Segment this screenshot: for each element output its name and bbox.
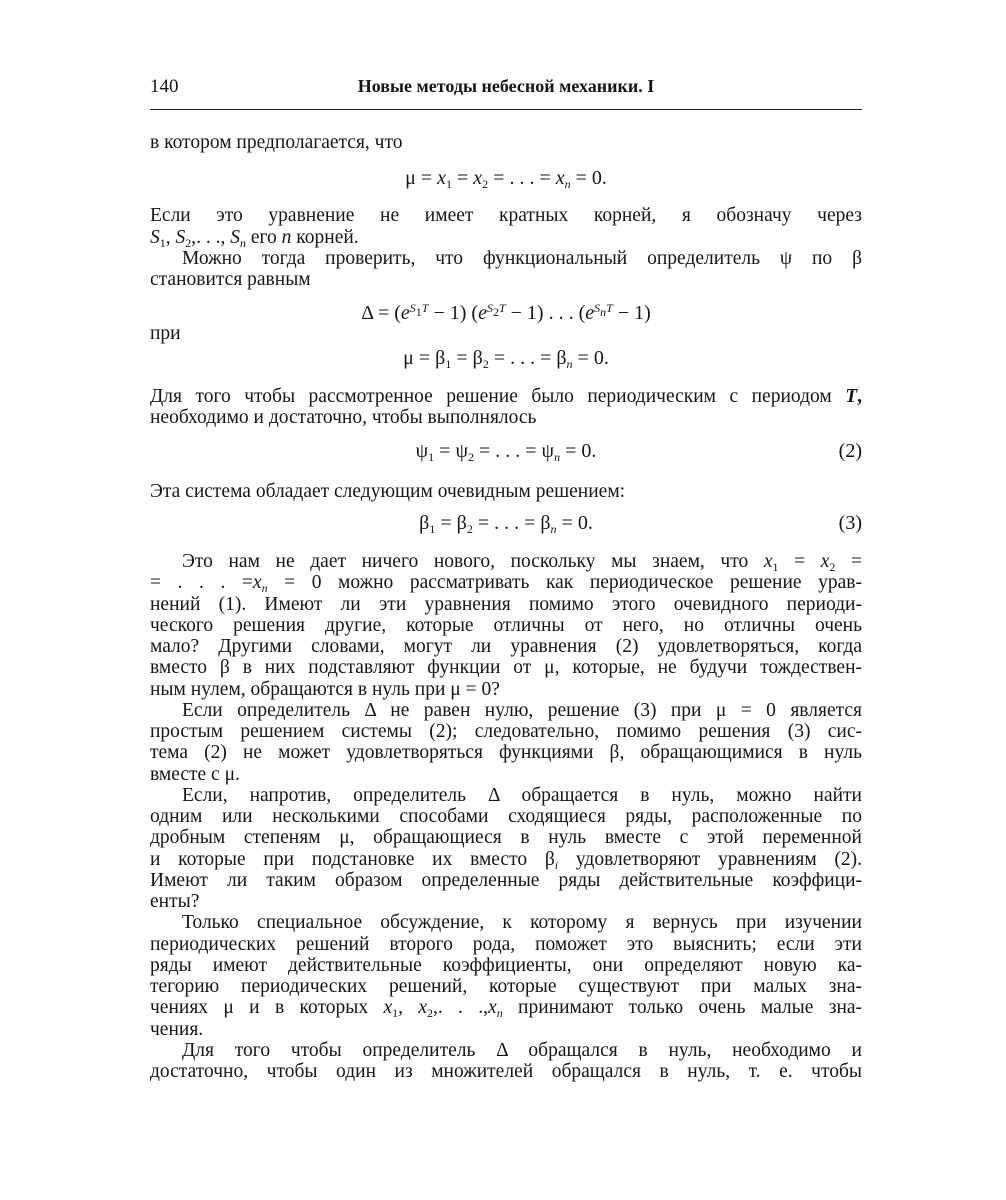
equation-number: (2)	[838, 440, 862, 462]
period-symbol: T	[845, 386, 858, 407]
text-line: Если определитель Δ не равен нулю, решение (3) при μ = 0 является	[182, 700, 862, 721]
text-line: одним или несколькими способами сходящиеся ряды, расположенные по	[150, 806, 862, 827]
text-fragment: Для того чтобы рассмотренное решение было периодическим с периодом	[150, 386, 832, 407]
text-line: ряды имеют действительные коэффициенты, они определяют новую ка-	[150, 955, 862, 976]
text-line: енты?	[150, 891, 200, 912]
text-line: чения.	[150, 1019, 204, 1040]
text-line: достаточно, чтобы один из множителей обращался в нуль, т. е. чтобы	[150, 1061, 862, 1082]
text-fragment: удовлетворяют уравнениям (2).	[575, 849, 863, 870]
text-line: Эта система обладает следующим очевидным решением:	[150, 481, 626, 502]
text-line: ческого решения другие, которые отличны от него, но отличны очень	[150, 615, 862, 636]
text-line: $S_1$, $S_2$,. . ., $S_n$ его n корней.	[150, 227, 359, 250]
header-rule	[150, 109, 862, 110]
text-line: Для того чтобы определитель Δ обращался в нуль, необходимо и	[182, 1040, 862, 1061]
text-line: чениях μ и в которых $x_1$, $x_2$,. . $.,x_n$ принимают только очень малые зна-	[150, 997, 863, 1020]
running-header	[150, 76, 862, 102]
text-fragment: можно рассматривать как периодическое решение урав-	[338, 572, 862, 593]
text-line: Имеют ли таким образом определенные ряды действительные коэффици-	[150, 870, 862, 891]
running-title: Новые методы небесной механики. I	[357, 76, 655, 96]
text-line: и которые при подстановке их вместо $\beta_i$ удовлетворяют уравнениям (2).	[150, 849, 863, 872]
text-line: Если это уравнение не имеет кратных корней, я обозначу через	[150, 205, 862, 226]
text-line: вместе с μ.	[150, 764, 240, 785]
text-line: при	[150, 323, 181, 344]
text-line: становится равным	[150, 269, 311, 290]
text-line: Можно тогда проверить, что функциональный определитель ψ по β	[182, 248, 862, 269]
text-line: Если, напротив, определитель Δ обращается в нуль, можно найти	[182, 785, 862, 806]
text-line: нений (1). Имеют ли эти уравнения помимо этого очевидного периоди-	[150, 594, 862, 615]
text-line: тегорию периодических решений, которые существуют при малых зна-	[150, 976, 862, 997]
text-line: Это нам не дает ничего нового, поскольку мы знаем, что $x_1 = x_2$ =	[182, 551, 863, 574]
text-line: в котором предполагается, что	[150, 132, 403, 153]
text-line: периодических решений второго рода, поможет это выяснить; если эти	[150, 934, 862, 955]
text-line: Только специальное обсуждение, к которому я вернусь при изучении	[182, 912, 862, 933]
text-fragment: корней.	[296, 227, 359, 248]
text-line: = . . . $=x_n = 0$ можно рассматривать как периодическое решение урав-	[150, 572, 862, 595]
text-line: вместо β в них подставляют функции от μ, которые, не будучи тождествен-	[150, 657, 862, 678]
text-line: Для того чтобы рассмотренное решение было периодическим с периодом T,	[150, 386, 863, 407]
text-line: дробным степеням μ, обращающиеся в нуль вместе с этой переменной	[150, 827, 862, 848]
text-line: тема (2) не может удовлетворяться функциями β, обращающимися в нуль	[150, 742, 862, 763]
book-page: 140 Новые методы небесной механики. I в котором предполагается, что $\mu = x_1 = x_2$ = . . . = $x_n = 0$. Если это уравнение не имеет кратных корней, я обозначу через $S_1$, $S_2$,. . ., $S_n$ его n корней. Можно тогда проверить, что функциональный определитель ψ по β становится равным $\Delta = (e^{S_1T} - 1) (e^{S_2T} - 1)$ . . . $(e^{S_nT} - 1)$ при $\mu = \beta_1 = \beta_2$ = . . . = $\beta_n = 0$. Для того чтобы рассмотренное решение было периодическим с периодом T, необходимо и достаточно, чтобы выполнялось $\psi_1 = \psi_2$ = . . . = $\psi_n = 0$. (2) Эта система обладает следующим очевидным решением: $\beta_1 = \beta_2$ = . . . = $\beta_n = 0$. (3) Это нам не дает ничего нового, поскольку мы знаем, что $x_1 = x_2$ = = . . . $=x_n = 0$ можно рассматривать как периодическое решение урав- нений (1). Имеют ли эти уравнения помимо этого очевидного периоди- ческого решения другие, которые отличны от него, но отличны очень мало? Другими словами, могут ли уравнения (2) удовлетворяться, когда вместо β в них подставляют функции от μ, которые, не будучи тождествен- ным нулем, обращаются в нуль при μ = 0? Если определитель Δ не равен нулю, решение (3) при μ = 0 является простым решением системы (2); следовательно, помимо решения (3) сис- тема (2) не может удовлетворяться функциями β, обращающимися в нуль вместе с μ. Если, напротив, определитель Δ обращается в нуль, можно найти одним или несколькими способами сходящиеся ряды, расположенные по дробным степеням μ, обращающиеся в нуль вместе с этой переменной и которые при подстановке их вместо $\beta_i$ удовлетворяют уравнениям (2). Имеют ли таким образом определенные ряды действительные коэффици- енты? Только специальное обсуждение, к которому я вернусь при изучении периодических решений второго рода, поможет это выяснить; если эти ряды имеют действительные коэффициенты, они определяют новую ка- тегорию периодических решений, которые существуют при малых зна- чениях μ и в которых $x_1$, $x_2$,. . $.,x_n$ принимают только очень малые зна- чения. Для того чтобы определитель Δ обращался в нуль, необходимо и достаточно, чтобы один из множителей обращался в нуль, т. е. чтобы	[150, 76, 863, 1082]
text-fragment: и которые при подстановке их вместо	[150, 849, 528, 870]
text-fragment: его	[250, 227, 277, 248]
text-fragment: Это нам не дает ничего нового, поскольку мы знаем, что	[182, 551, 749, 572]
text-fragment: чениях μ и в которых	[150, 997, 369, 1018]
equation-number: (3)	[838, 512, 862, 534]
text-line: ным нулем, обращаются в нуль при μ = 0?	[150, 679, 500, 700]
page-number: 140	[150, 76, 179, 97]
text-line: необходимо и достаточно, чтобы выполнялось	[150, 407, 537, 428]
text-line: простым решением системы (2); следовательно, помимо решения (3) сис-	[150, 721, 862, 742]
text-fragment: принимают только очень малые зна-	[518, 997, 863, 1018]
text-line: мало? Другими словами, могут ли уравнения (2) удовлетворяться, когда	[150, 636, 862, 657]
